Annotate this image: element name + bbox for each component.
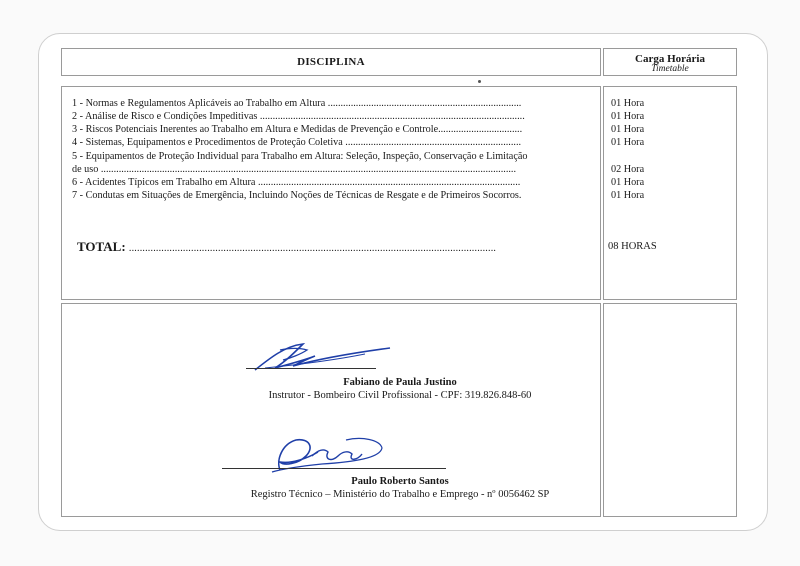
item-hours: 01 Hora [611,190,645,201]
signatory-1-name: Fabiano de Paula Justino [343,377,457,388]
discipline-header [61,48,601,76]
list-item: de uso ................................................................................................................................................................... [72,164,517,175]
signature-2-image [262,430,392,476]
dot-mark [478,80,481,83]
list-item: 1 - Normas e Regulamentos Aplicáveis ao Trabalho em Altura ............................................................................ [72,98,522,109]
discipline-label: DISCIPLINA [297,56,365,68]
workload-label: Carga Horária [635,53,705,65]
workload-sublabel: Timetable [651,64,689,74]
total-hours: 08 HORAS [608,241,657,252]
item-hours: 02 Hora [611,164,645,175]
list-item: 7 - Condutas em Situações de Emergência, Incluindo Noções de Técnicas de Resgate e de Primeiros Socorros. [72,190,522,201]
signatory-2-name: Paulo Roberto Santos [351,476,449,487]
list-item: 2 - Análise de Risco e Condições Impeditivas ........................................................................................................ [72,111,525,122]
item-hours: 01 Hora [611,98,645,109]
workload-header [603,48,737,76]
signature-1-image [245,338,395,378]
total-dots: ........................................................................................................................................ [128,243,497,254]
total-row [77,239,496,255]
item-hours: 01 Hora [611,177,645,188]
signatory-2-role: Registro Técnico – Ministério do Trabalho e Emprego - nº 0056462 SP [250,489,550,500]
signature-line-2 [222,468,446,469]
list-item: 3 - Riscos Potenciais Inerentes ao Trabalho em Altura e Medidas de Prevenção e Controle................................. [72,124,523,135]
item-hours: 01 Hora [611,137,645,148]
item-hours: 01 Hora [611,111,645,122]
list-item: 6 - Acidentes Típicos em Trabalho em Altura ....................................................................................................... [72,177,521,188]
list-item: 4 - Sistemas, Equipamentos e Procedimentos de Proteção Coletiva ..................................................................... [72,137,522,148]
item-hours: 01 Hora [611,124,645,135]
signature-line-1 [246,368,376,369]
list-item: 5 - Equipamentos de Proteção Individual para Trabalho em Altura: Seleção, Inspeção, Conservação e Limitação [72,151,528,162]
signatory-1-role: Instrutor - Bombeiro Civil Profissional - CPF: 319.826.848-60 [268,390,532,401]
total-label: TOTAL: [77,239,126,254]
